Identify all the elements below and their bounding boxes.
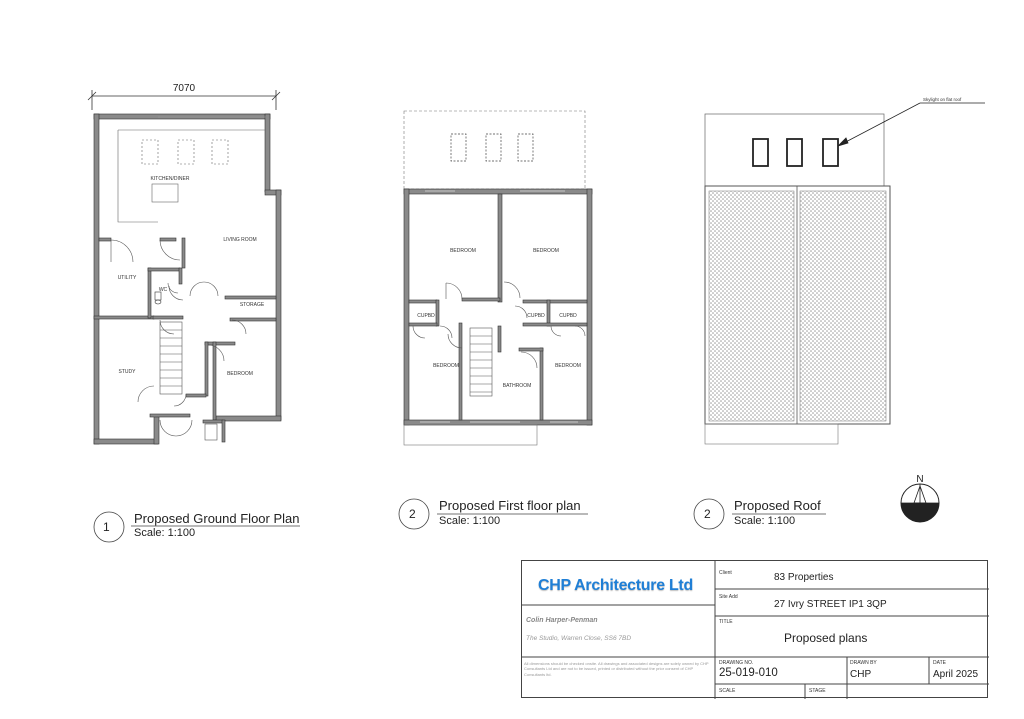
room-label: BEDROOM [533, 248, 559, 254]
ground-windows [99, 418, 276, 441]
first-floor-skylights [451, 134, 533, 161]
date-label: DATE [933, 660, 946, 666]
roof-porch-outline [705, 424, 838, 444]
room-label: WC [158, 287, 168, 293]
date-value: April 2025 [933, 669, 979, 680]
drawing-no-label: DRAWING NO. [719, 660, 754, 666]
room-label: KITCHEN/DINER [150, 176, 190, 182]
designer-name: Colin Harper-Penman [526, 617, 598, 624]
skylight-note: Skylight on flat roof [923, 97, 962, 102]
plan-title: Proposed Roof [734, 498, 821, 513]
first-walls [404, 189, 592, 425]
plan-scale: Scale: 1:100 [134, 527, 196, 539]
drawing-no-value: 25-019-010 [719, 667, 778, 679]
room-label: STUDY [118, 369, 136, 375]
company-logo: CHP Architecture Ltd [538, 577, 693, 594]
dimension-label: 7070 [172, 83, 196, 94]
plan-title: Proposed First floor plan [439, 498, 581, 513]
room-label: BATHROOM [502, 383, 532, 389]
client-value: 83 Properties [774, 572, 834, 583]
roof-skylights [753, 139, 838, 166]
site-value: 27 Ivry STREET IP1 3QP [774, 599, 887, 610]
plan-scale: Scale: 1:100 [439, 515, 501, 527]
title-label: TITLE [719, 619, 733, 625]
roof-plan [705, 97, 985, 444]
room-label: CUPBD [417, 313, 435, 319]
plan-number: 2 [409, 507, 416, 521]
room-label: BEDROOM [433, 363, 459, 369]
drawing-title: Proposed plans [784, 631, 868, 645]
drawn-by-label: DRAWN BY [850, 660, 877, 666]
disclaimer-text: All dimensions should be checked onsite. All drawings and associated designs are solely owned by CHP Consultants Ltd and are not to be issued, printed or distributed without the prior consent of CHP Consultants ltd. [524, 661, 709, 677]
plan-title: Proposed Ground Floor Plan [134, 511, 300, 526]
wc-fittings [155, 292, 161, 304]
kitchen-fittings [118, 117, 266, 222]
room-label: BEDROOM [227, 371, 253, 377]
flat-roof-outline [404, 111, 585, 189]
title-block [521, 560, 988, 698]
plan-number: 2 [704, 507, 711, 521]
roof-tiles-right [800, 191, 886, 421]
roof-tiles-left [709, 191, 794, 421]
north-arrow-icon [901, 484, 939, 522]
first-stairs [470, 328, 492, 396]
stage-label: STAGE [809, 688, 826, 694]
room-label: STORAGE [239, 302, 265, 308]
room-label: LIVING ROOM [223, 237, 257, 243]
plan-scale: Scale: 1:100 [734, 515, 796, 527]
plan-number: 1 [103, 520, 110, 534]
room-label: CUPBD [559, 313, 577, 319]
ground-stairs [160, 322, 182, 394]
room-label: UTILITY [117, 275, 137, 281]
porch-outline [404, 425, 537, 445]
first-floor-plan [404, 111, 592, 445]
room-label: CUPBD [527, 313, 545, 319]
room-label: BEDROOM [450, 248, 476, 254]
drawn-by-value: CHP [850, 669, 872, 680]
company-address: The Studio, Warren Close, SS6 7BD [526, 635, 632, 642]
client-label: Client [719, 570, 732, 576]
site-label: Site Add [719, 594, 738, 600]
room-label: BEDROOM [555, 363, 581, 369]
scale-label: SCALE [719, 688, 736, 694]
north-label: N [916, 474, 924, 485]
ground-floor-plan [88, 83, 281, 444]
